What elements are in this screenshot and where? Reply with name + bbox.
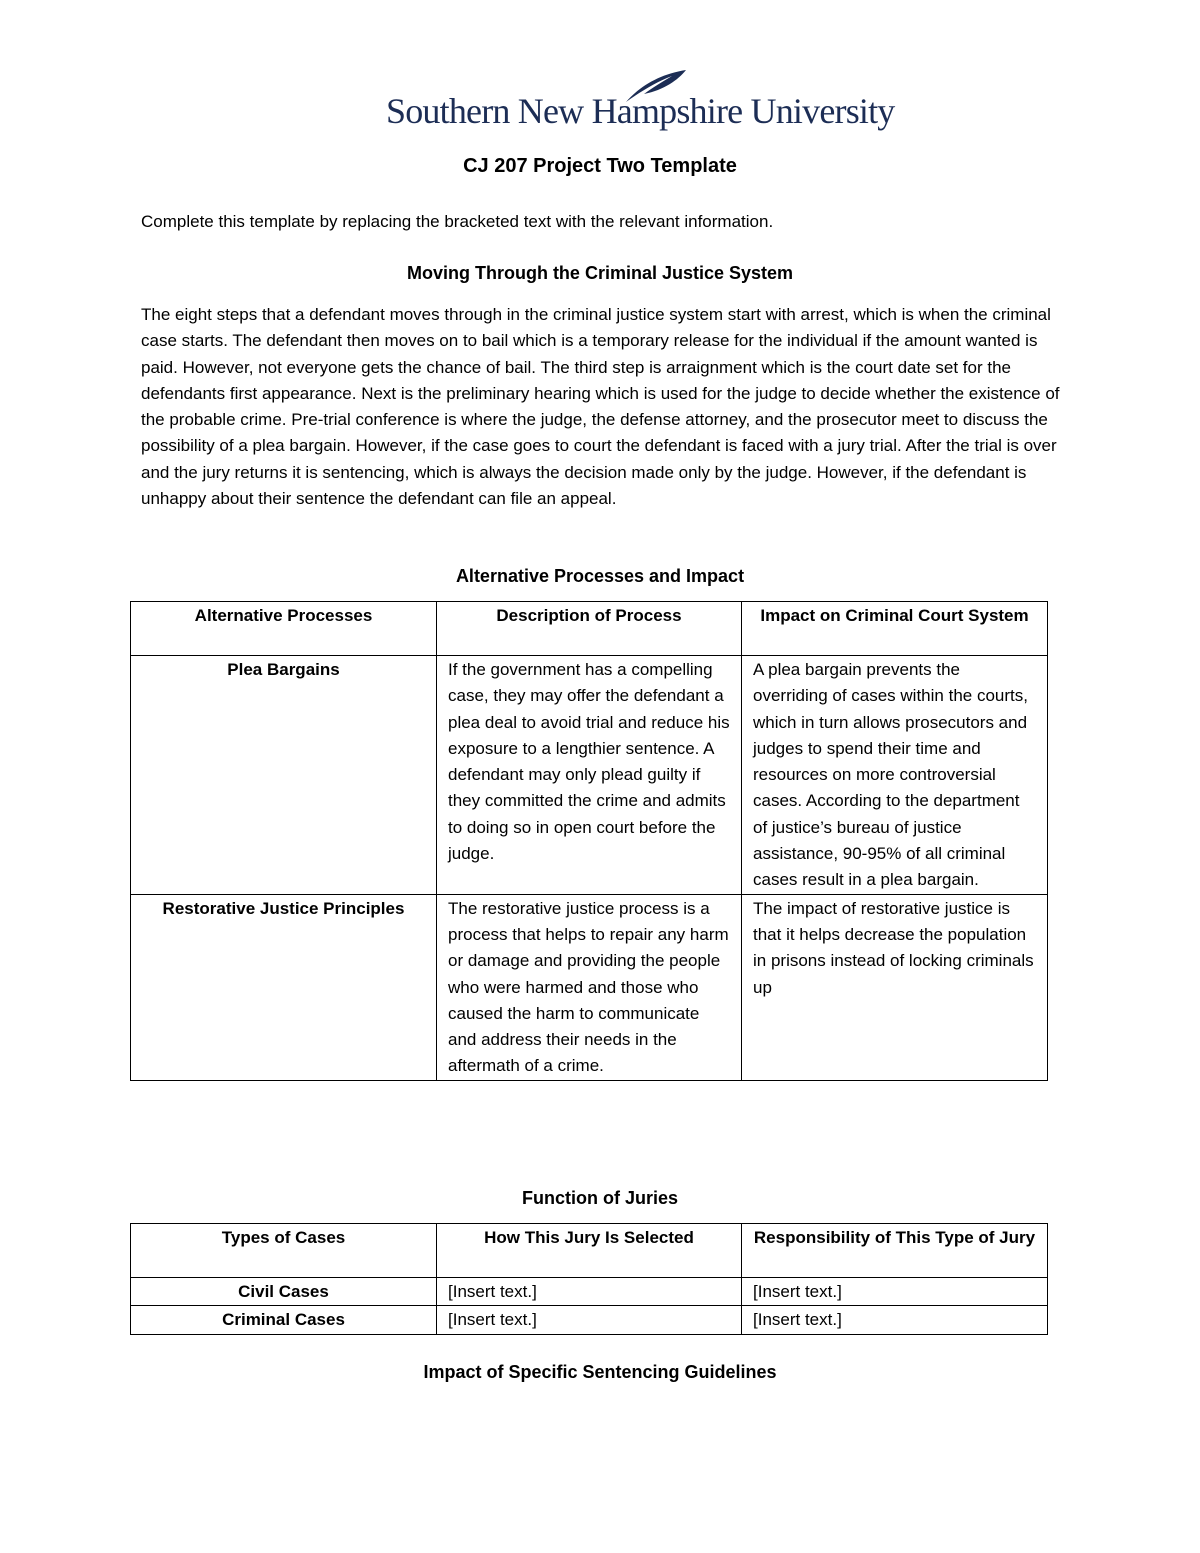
column-header: Responsibility of This Type of Jury: [742, 1224, 1048, 1278]
table-header-row: [131, 602, 1048, 656]
section-heading-criminal-justice: Moving Through the Criminal Justice System: [406, 263, 794, 283]
section-heading-sentencing-guidelines: Impact of Specific Sentencing Guidelines: [423, 1362, 777, 1382]
column-header: Alternative Processes: [131, 602, 437, 656]
column-header: How This Jury Is Selected: [437, 1224, 742, 1278]
alternative-processes-table: [130, 601, 1048, 1081]
column-header: Types of Cases: [131, 1224, 437, 1278]
university-logo: [380, 66, 895, 140]
document-title: CJ 207 Project Two Template: [463, 155, 737, 177]
selection-cell: [Insert text.]: [437, 1306, 742, 1334]
description-cell: The restorative justice process is a process that helps to repair any harm or damage and providing the people who were harmed and those who caused the harm to communicate and address their needs in the aftermath of a crime.: [437, 894, 742, 1080]
description-cell: If the government has a compelling case, they may offer the defendant a plea deal to avoid trial and reduce his exposure to a lengthier sentence. A defendant may only plead guilty if they committed the crime and admits to doing so in open court before the judge.: [437, 656, 742, 895]
column-header: Description of Process: [437, 602, 742, 656]
impact-cell: The impact of restorative justice is that it helps decrease the population in prisons instead of locking criminals up: [742, 894, 1048, 1080]
responsibility-cell: [Insert text.]: [742, 1306, 1048, 1334]
impact-cell: A plea bargain prevents the overriding of cases within the courts, which in turn allows prosecutors and judges to spend their time and resources on more controversial cases. According to the department of justice’s bureau of justice assistance, 90-95% of all criminal cases result in a plea bargain.: [742, 656, 1048, 895]
case-type-cell: Criminal Cases: [131, 1306, 437, 1334]
table-header-row: [131, 1224, 1048, 1278]
process-name-cell: Plea Bargains: [131, 656, 437, 895]
table-row: [131, 1306, 1048, 1334]
table-row: [131, 894, 1048, 1080]
selection-cell: [Insert text.]: [437, 1278, 742, 1306]
table-row: [131, 1278, 1048, 1306]
column-header: Impact on Criminal Court System: [742, 602, 1048, 656]
section-heading-alternative-processes: Alternative Processes and Impact: [455, 566, 745, 586]
table-row: [131, 656, 1048, 895]
logo-text: Southern New Hampshire University: [386, 91, 895, 131]
criminal-justice-paragraph: The eight steps that a defendant moves through in the criminal justice system start with arrest, which is when the criminal case starts. The defendant then moves on to bail which is a temporary release for the individual if the amount wanted is paid. However, not everyone gets the chance of bail. The third step is arraignment which is the court date set for the defendants first appearance. Next is the preliminary hearing which is used for the judge to decide whether the existence of the probable crime. Pre-trial conference is where the judge, the defense attorney, and the prosecutor meet to discuss the possibility of a plea bargain. However, if the case goes to court the defendant is faced with a jury trial. After the trial is over and the jury returns it is sentencing, which is always the decision made only by the judge. However, if the defendant is unhappy about their sentence the defendant can file an appeal.: [141, 305, 1060, 509]
responsibility-cell: [Insert text.]: [742, 1278, 1048, 1306]
instructions-text: Complete this template by replacing the bracketed text with the relevant information.: [141, 212, 774, 231]
process-name-cell: Restorative Justice Principles: [131, 894, 437, 1080]
section-heading-function-of-juries: Function of Juries: [521, 1188, 678, 1208]
function-of-juries-table: [130, 1223, 1048, 1335]
case-type-cell: Civil Cases: [131, 1278, 437, 1306]
